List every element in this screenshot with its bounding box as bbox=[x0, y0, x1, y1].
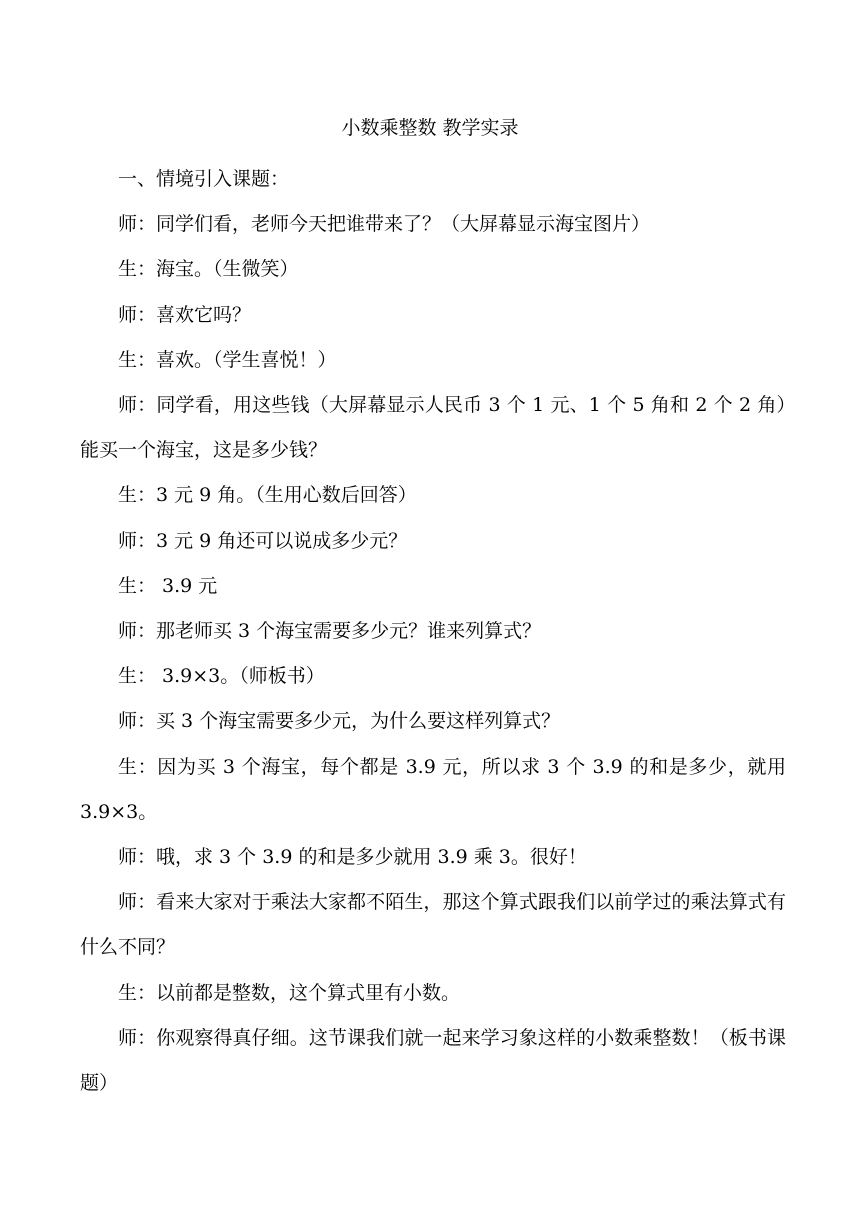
dialogue-line: 师：那老师买 3 个海宝需要多少元？谁来列算式？ bbox=[118, 620, 542, 643]
dialogue-line: 生：海宝。（生微笑） bbox=[118, 258, 299, 281]
dialogue-line: 生：以前都是整数，这个算式里有小数。 bbox=[118, 981, 461, 1004]
dialogue-line: 师：哦，求 3 个 3.9 的和是多少就用 3.9 乘 3。很好！ bbox=[118, 846, 587, 869]
dialogue-line: 师：同学们看，老师今天把谁带来了？（大屏幕显示海宝图片） bbox=[118, 213, 651, 236]
dialogue-line: 生：因为买 3 个海宝，每个都是 3.9 元，所以求 3 个 3.9 的和是多少，就用 3.9×3。 bbox=[80, 755, 786, 823]
dialogue-line: 生： 3.9×3。（师板书） bbox=[118, 665, 325, 688]
dialogue-line: 生：喜欢。（学生喜悦！） bbox=[118, 348, 337, 371]
dialogue-line: 师：喜欢它吗？ bbox=[118, 303, 252, 326]
dialogue-line: 师：买 3 个海宝需要多少元，为什么要这样列算式？ bbox=[118, 710, 561, 733]
dialogue-line: 师：3 元 9 角还可以说成多少元？ bbox=[118, 529, 408, 552]
dialogue-line: 师：看来大家对于乘法大家都不陌生，那这个算式跟我们以前学过的乘法算式有什么不同？ bbox=[80, 891, 786, 959]
document-body bbox=[80, 157, 786, 1106]
dialogue-line: 师：同学看，用这些钱（大屏幕显示人民币 3 个 1 元、1 个 5 角和 2 个 2 角）能买一个海宝，这是多少钱？ bbox=[80, 394, 786, 462]
dialogue-line: 生： 3.9 元 bbox=[118, 574, 218, 597]
document-title: 小数乘整数 教学实录 bbox=[341, 117, 519, 139]
section-heading: 一、情境引入课题： bbox=[118, 168, 290, 190]
dialogue-line: 师：你观察得真仔细。这节课我们就一起来学习象这样的小数乘整数！（板书课题） bbox=[80, 1026, 786, 1095]
dialogue-line: 生：3 元 9 角。（生用心数后回答） bbox=[118, 484, 417, 507]
